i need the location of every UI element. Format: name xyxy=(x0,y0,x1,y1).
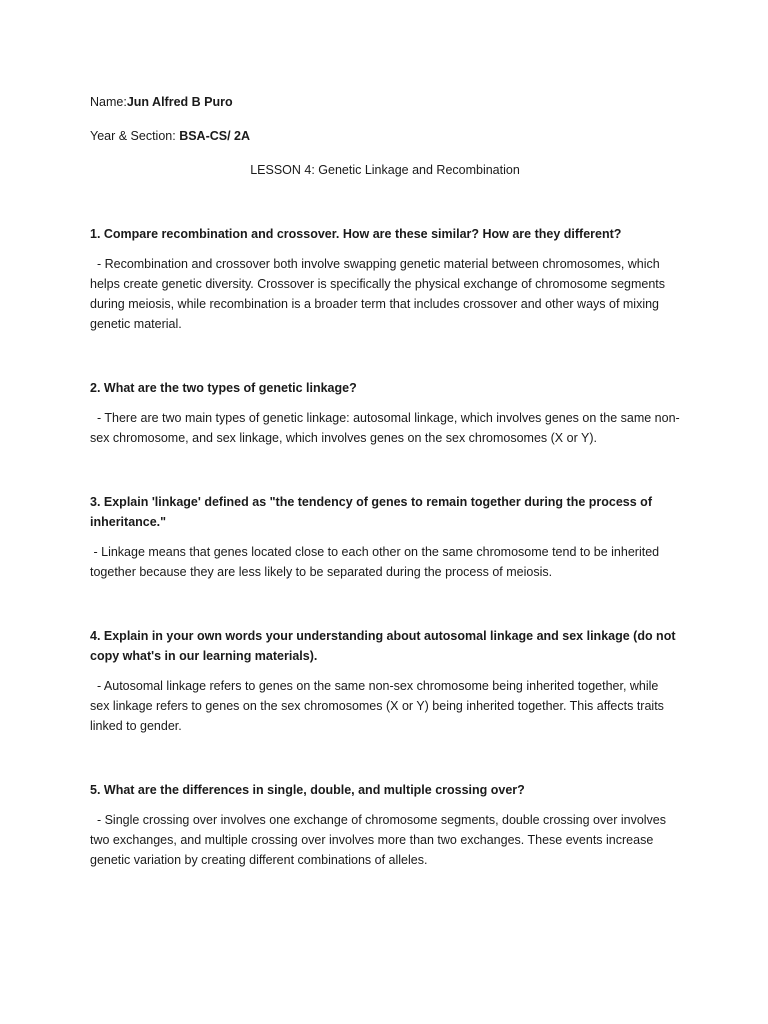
qa-item-1 xyxy=(90,224,680,334)
qa-item-5 xyxy=(90,780,680,870)
question-text: 2. What are the two types of genetic linkage? xyxy=(90,381,357,395)
question-text: 3. Explain 'linkage' defined as "the tendency of genes to remain together during the process of inheritance." xyxy=(90,495,652,529)
qa-item-2 xyxy=(90,378,680,448)
year-section-label: Year & Section: xyxy=(90,129,180,143)
answer-text: - There are two main types of genetic linkage: autosomal linkage, which involves genes on the same non-sex chromosome, and sex linkage, which involves genes on the sex chromosomes (X or Y). xyxy=(90,411,680,445)
question-text: 1. Compare recombination and crossover. How are these similar? How are they different? xyxy=(90,227,622,241)
year-section-value: BSA-CS/ 2A xyxy=(179,129,251,143)
lesson-title: LESSON 4: Genetic Linkage and Recombination xyxy=(250,163,520,177)
answer-text: - Single crossing over involves one exchange of chromosome segments, double crossing over involves two exchanges, and multiple crossing over involves more than two exchanges. These events increase genetic variation by creating different combinations of alleles. xyxy=(90,813,670,867)
qa-item-3 xyxy=(90,492,680,582)
qa-item-4 xyxy=(90,626,680,736)
question-text: 5. What are the differences in single, double, and multiple crossing over? xyxy=(90,783,525,797)
answer-text: - Recombination and crossover both involve swapping genetic material between chromosomes, which helps create genetic diversity. Crossover is specifically the physical exchange of chromosome segments during meiosis, while recombination is a broader term that includes crossover and other ways of mixing genetic material. xyxy=(90,257,669,331)
year-section-line xyxy=(90,126,680,146)
document-body xyxy=(90,92,680,870)
answer-text: - Autosomal linkage refers to genes on the same non-sex chromosome being inherited together, while sex linkage refers to genes on the sex chromosomes (X or Y) being inherited together. This affects traits linked to gender. xyxy=(90,679,668,733)
student-name: Jun Alfred B Puro xyxy=(126,95,233,109)
question-text: 4. Explain in your own words your understanding about autosomal linkage and sex linkage (do not copy what's in our learning materials). xyxy=(90,629,676,663)
name-label: Name: xyxy=(90,95,127,109)
student-name-line xyxy=(90,92,680,112)
answer-text: - Linkage means that genes located close to each other on the same chromosome tend to be inherited together because they are less likely to be separated during the process of meiosis. xyxy=(90,545,663,579)
